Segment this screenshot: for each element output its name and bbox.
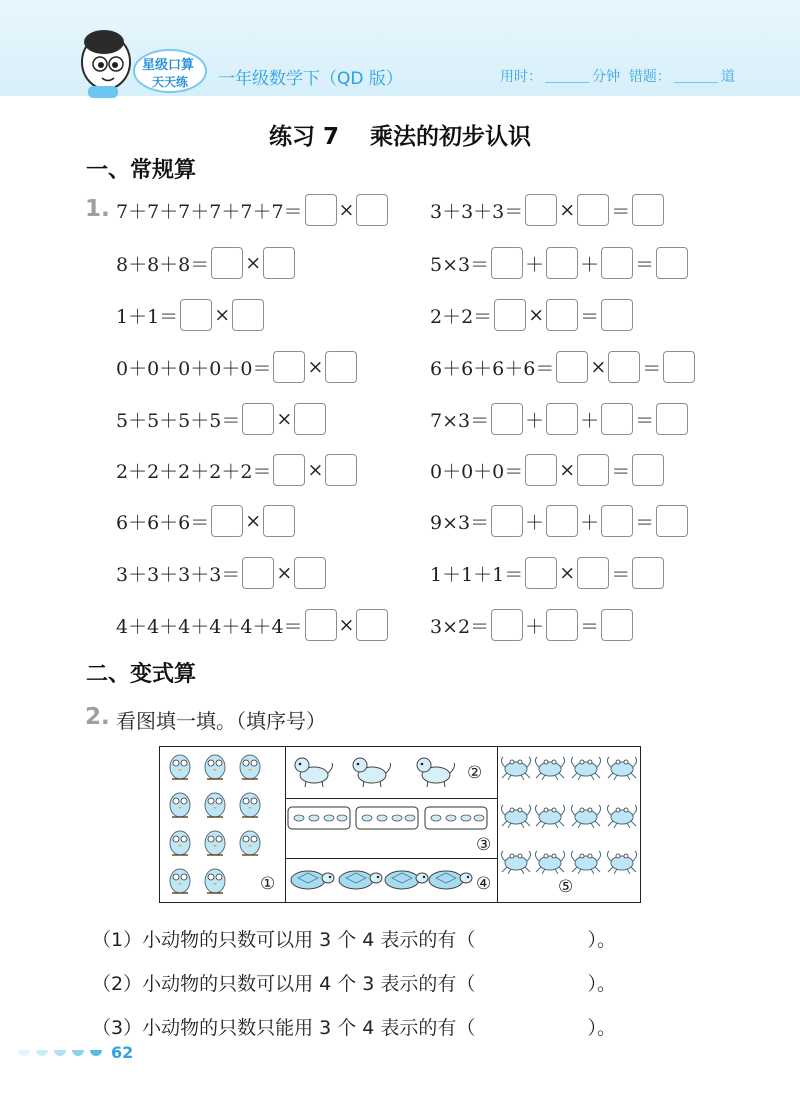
owl-icon xyxy=(205,755,225,779)
equation-text: 5×3＝ xyxy=(430,253,490,276)
equation-row xyxy=(428,503,688,539)
equation-text: 1＋1＋1＝ xyxy=(430,563,524,586)
answer-box[interactable] xyxy=(608,351,640,383)
operator: × xyxy=(528,304,545,326)
crab-icon xyxy=(607,851,636,874)
answer-box[interactable] xyxy=(525,194,557,226)
question-1-number: 1. xyxy=(85,196,110,222)
turtle-icon xyxy=(291,871,334,889)
answer-box[interactable] xyxy=(180,299,212,331)
equation-row xyxy=(428,452,664,488)
equation-row xyxy=(428,607,633,643)
equation-row xyxy=(114,607,388,643)
answer-box[interactable] xyxy=(632,194,664,226)
sub-question-1-text: （1）小动物的只数可以用 3 个 4 表示的有（ xyxy=(92,929,476,951)
turtle-icon xyxy=(429,871,472,889)
operator: × xyxy=(338,199,355,221)
label-1: ① xyxy=(260,874,276,894)
page-title: 练习 7 乘法的初步认识 xyxy=(268,124,532,150)
answer-box[interactable] xyxy=(294,403,326,435)
crab-icon xyxy=(501,851,530,874)
equation-row xyxy=(114,192,388,228)
answer-box[interactable] xyxy=(491,247,523,279)
answer-box[interactable] xyxy=(601,403,633,435)
equation-row xyxy=(428,349,695,385)
animal-figure xyxy=(159,746,641,903)
crab-icon xyxy=(501,805,530,828)
sub-question-1-close: ）。 xyxy=(587,929,616,951)
operator: × xyxy=(559,562,576,584)
owl-icon xyxy=(240,831,260,855)
question-2-text: 看图填一填。（填序号） xyxy=(116,709,326,733)
crab-icon xyxy=(571,851,600,874)
answer-box[interactable] xyxy=(273,454,305,486)
operator: × xyxy=(245,510,262,532)
answer-box[interactable] xyxy=(601,299,633,331)
equation-text: 6＋6＋6＝ xyxy=(116,511,210,534)
operator: × xyxy=(214,304,231,326)
operator: × xyxy=(276,408,293,430)
operator: ＝ xyxy=(635,253,655,276)
operator: ＝ xyxy=(642,357,662,380)
answer-box[interactable] xyxy=(556,351,588,383)
operator: ＝ xyxy=(635,511,655,534)
answer-box[interactable] xyxy=(577,454,609,486)
answer-box[interactable] xyxy=(356,609,388,641)
answer-box[interactable] xyxy=(325,351,357,383)
sub-question-2-close: ）。 xyxy=(587,973,616,995)
answer-box[interactable] xyxy=(356,194,388,226)
equation-row xyxy=(114,401,326,437)
operator: ＝ xyxy=(580,615,600,638)
operator: × xyxy=(276,562,293,584)
operator: ＋ xyxy=(525,615,545,638)
owl-icon xyxy=(170,793,190,817)
equation-text: 1＋1＝ xyxy=(116,305,179,328)
answer-box[interactable] xyxy=(577,557,609,589)
label-3: ③ xyxy=(476,835,492,855)
owl-icon xyxy=(205,869,225,893)
answer-box[interactable] xyxy=(525,557,557,589)
turtle-icon xyxy=(339,871,382,889)
owl-icon xyxy=(205,831,225,855)
operator: ＋ xyxy=(525,409,545,432)
answer-box[interactable] xyxy=(305,194,337,226)
equation-text: 9×3＝ xyxy=(430,511,490,534)
sub-question-2 xyxy=(92,969,616,996)
operator: ＝ xyxy=(580,305,600,328)
answer-box[interactable] xyxy=(656,505,688,537)
turtle-group xyxy=(286,859,498,902)
errors-blank[interactable] xyxy=(674,82,718,83)
answer-box[interactable] xyxy=(546,609,578,641)
answer-box[interactable] xyxy=(325,454,357,486)
operator: ＋ xyxy=(580,409,600,432)
operator: ＋ xyxy=(580,253,600,276)
answer-box[interactable] xyxy=(491,505,523,537)
equation-row xyxy=(114,297,264,333)
crab-icon xyxy=(571,757,600,780)
answer-box[interactable] xyxy=(546,299,578,331)
section-2-heading: 二、变式算 xyxy=(86,662,197,687)
equation-row xyxy=(114,349,357,385)
answer-box[interactable] xyxy=(242,557,274,589)
answer-box[interactable] xyxy=(491,609,523,641)
equation-row xyxy=(428,297,633,333)
sub-question-3-text: （3）小动物的只数只能用 3 个 4 表示的有（ xyxy=(92,1017,476,1039)
equation-text: 0＋0＋0＋0＋0＝ xyxy=(116,357,272,380)
brand-title-bottom: 天天练 xyxy=(152,75,189,89)
equation-text: 7＋7＋7＋7＋7＋7＝ xyxy=(116,200,303,223)
sub-question-3 xyxy=(92,1013,616,1040)
label-4: ④ xyxy=(476,874,492,894)
equation-text: 8＋8＋8＝ xyxy=(116,253,210,276)
dog-icon xyxy=(295,758,333,787)
answer-box[interactable] xyxy=(263,505,295,537)
crab-icon xyxy=(607,757,636,780)
operator: × xyxy=(307,356,324,378)
sub-question-2-text: （2）小动物的只数可以用 4 个 3 表示的有（ xyxy=(92,973,476,995)
time-blank[interactable] xyxy=(545,82,589,83)
page-number: 62 xyxy=(111,1043,134,1062)
equation-row xyxy=(428,401,688,437)
answer-box[interactable] xyxy=(305,609,337,641)
operator: ＝ xyxy=(611,460,631,483)
answer-box[interactable] xyxy=(273,351,305,383)
equation-text: 4＋4＋4＋4＋4＋4＝ xyxy=(116,615,303,638)
sub-question-1 xyxy=(92,925,616,952)
operator: × xyxy=(559,459,576,481)
equation-row xyxy=(114,452,357,488)
equation-text: 7×3＝ xyxy=(430,409,490,432)
answer-box[interactable] xyxy=(525,454,557,486)
operator: ＋ xyxy=(525,511,545,534)
equation-row xyxy=(114,245,295,281)
time-record xyxy=(500,66,735,86)
answer-box[interactable] xyxy=(601,609,633,641)
answer-box[interactable] xyxy=(546,403,578,435)
minute-label: 分钟 xyxy=(592,69,620,85)
answer-box[interactable] xyxy=(494,299,526,331)
errors-label: 错题： xyxy=(628,69,671,85)
operator: ＝ xyxy=(611,563,631,586)
crab-icon xyxy=(535,851,564,874)
equation-text: 3＋3＋3＝ xyxy=(430,200,524,223)
brand-title-top: 星级口算 xyxy=(142,58,195,73)
answer-box[interactable] xyxy=(263,247,295,279)
owl-icon xyxy=(170,831,190,855)
answer-box[interactable] xyxy=(601,247,633,279)
equation-row xyxy=(114,503,295,539)
dog-icon xyxy=(353,758,391,787)
crab-icon xyxy=(571,805,600,828)
cell-owls xyxy=(160,747,286,902)
footer-decoration xyxy=(16,1046,108,1062)
section-1-heading: 一、常规算 xyxy=(86,158,197,183)
answer-box[interactable] xyxy=(546,247,578,279)
owl-icon xyxy=(170,869,190,893)
equation-text: 3＋3＋3＋3＝ xyxy=(116,563,241,586)
operator: × xyxy=(559,199,576,221)
equation-text: 0＋0＋0＝ xyxy=(430,460,524,483)
operator: × xyxy=(245,252,262,274)
question-2-number: 2. xyxy=(85,704,110,730)
cell-crabs xyxy=(498,747,640,902)
equation-text: 3×2＝ xyxy=(430,615,490,638)
operator: ＝ xyxy=(611,200,631,223)
crab-icon xyxy=(501,757,530,780)
cell-turtles xyxy=(286,859,498,902)
answer-box[interactable] xyxy=(632,557,664,589)
cell-ants xyxy=(286,799,498,859)
operator: × xyxy=(338,614,355,636)
answer-box[interactable] xyxy=(242,403,274,435)
equation-row xyxy=(114,555,326,591)
grade-label: 一年级数学下（QD 版） xyxy=(218,69,403,89)
operator: ＋ xyxy=(525,253,545,276)
brand-logo xyxy=(132,48,208,94)
operator: × xyxy=(307,459,324,481)
answer-box[interactable] xyxy=(211,505,243,537)
owl-icon xyxy=(205,793,225,817)
equation-row xyxy=(428,245,688,281)
equation-text: 2＋2＋2＋2＋2＝ xyxy=(116,460,272,483)
answer-box[interactable] xyxy=(663,351,695,383)
operator: ＋ xyxy=(580,511,600,534)
answer-box[interactable] xyxy=(546,505,578,537)
turtle-icon xyxy=(385,871,428,889)
label-5: ⑤ xyxy=(558,877,574,897)
owl-icon xyxy=(170,755,190,779)
equation-text: 5＋5＋5＋5＝ xyxy=(116,409,241,432)
answer-box[interactable] xyxy=(211,247,243,279)
ant-groups xyxy=(286,799,498,859)
operator: ＝ xyxy=(635,409,655,432)
answer-box[interactable] xyxy=(491,403,523,435)
answer-box[interactable] xyxy=(656,403,688,435)
answer-box[interactable] xyxy=(577,194,609,226)
crab-icon xyxy=(535,757,564,780)
operator: × xyxy=(590,356,607,378)
owl-icon xyxy=(240,755,260,779)
equation-text: 6＋6＋6＋6＝ xyxy=(430,357,555,380)
answer-box[interactable] xyxy=(632,454,664,486)
count-unit: 道 xyxy=(720,69,735,85)
cell-dogs xyxy=(286,747,498,799)
crab-icon xyxy=(535,805,564,828)
sub-question-3-close: ）。 xyxy=(587,1017,616,1039)
answer-box[interactable] xyxy=(294,557,326,589)
label-2: ② xyxy=(467,763,483,783)
crab-icon xyxy=(607,805,636,828)
equation-row xyxy=(428,192,664,228)
time-label: 用时： xyxy=(500,69,542,85)
equation-row xyxy=(428,555,664,591)
owl-icon xyxy=(240,793,260,817)
dog-icon xyxy=(417,758,455,787)
answer-box[interactable] xyxy=(232,299,264,331)
answer-box[interactable] xyxy=(656,247,688,279)
answer-box[interactable] xyxy=(601,505,633,537)
equation-text: 2＋2＝ xyxy=(430,305,493,328)
